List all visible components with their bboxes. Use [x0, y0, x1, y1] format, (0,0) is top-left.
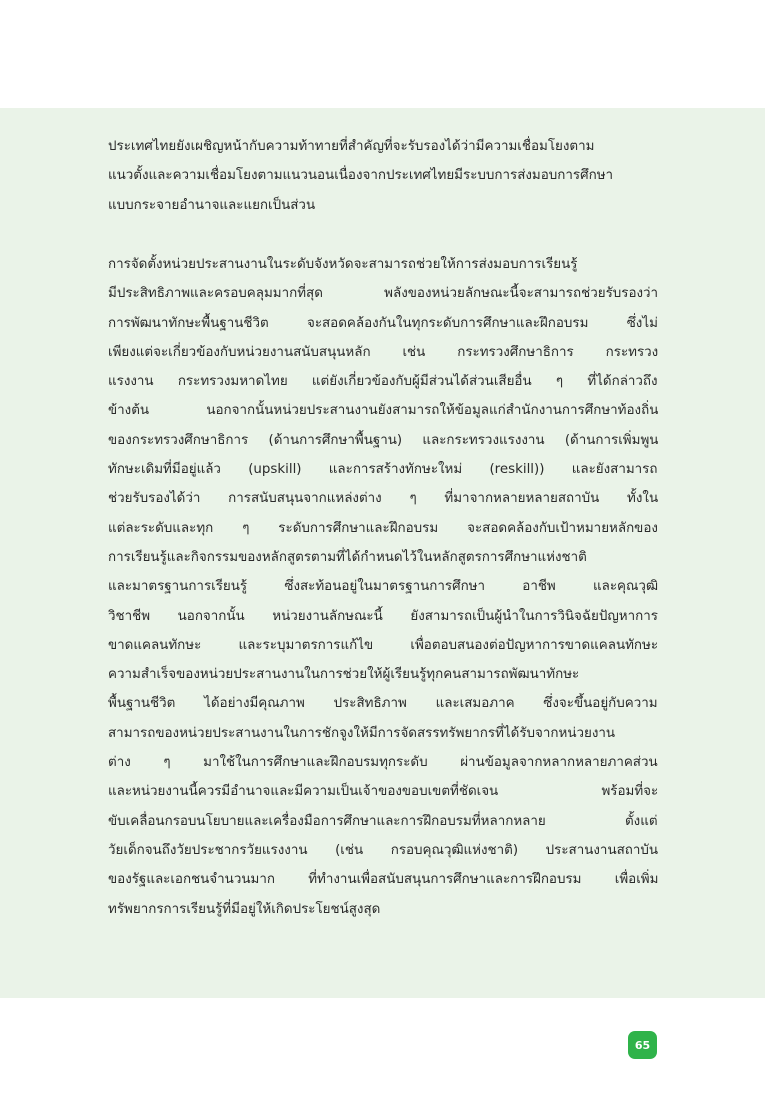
paragraph-2: [108, 250, 658, 924]
paragraph-2-line: มีประสิทธิภาพและครอบคลุมมากที่สุด พลังของหน่วยลักษณะนี้จะสามารถช่วยรับรองว่า: [108, 286, 658, 302]
paragraph-2-line: และมาตรฐานการเรียนรู้ ซึ่งสะท้อนอยู่ในมาตรฐานการศึกษา อาชีพ และคุณวุฒิ: [108, 579, 658, 595]
paragraph-2-line: วัยเด็กจนถึงวัยประชากรวัยแรงงาน (เช่น กรอบคุณวุฒิแห่งชาติ) ประสานงานสถาบัน: [108, 842, 658, 858]
paragraph-2-line: สามารถของหน่วยประสานงานในการชักจูงให้มีการจัดสรรทรัพยากรที่ได้รับจากหน่วยงาน: [108, 725, 616, 741]
paragraph-1-line: แบบกระจายอำนาจและแยกเป็นส่วน: [108, 197, 316, 213]
paragraph-2-line: การพัฒนาทักษะพื้นฐานชีวิต จะสอดคล้องกันในทุกระดับการศึกษาและฝึกอบรม ซึ่งไม่: [108, 315, 658, 331]
paragraph-2-line: แรงงาน กระทรวงมหาดไทย แต่ยังเกี่ยวข้องกับผู้มีส่วนได้ส่วนเสียอื่น ๆ ที่ได้กล่าวถึง: [108, 374, 658, 390]
paragraph-1-line: ประเทศไทยยังเผชิญหน้ากับความท้าทายที่สำคัญที่จะรับรองได้ว่ามีความเชื่อมโยงตาม: [108, 139, 595, 154]
paragraph-2-line: ของรัฐและเอกชนจำนวนมาก ที่ทำงานเพื่อสนับสนุนการศึกษาและการฝึกอบรม เพื่อเพิ่ม: [108, 872, 658, 888]
paragraph-2-line: ของกระทรวงศึกษาธิการ (ด้านการศึกษาพื้นฐาน) และกระทรวงแรงงาน (ด้านการเพิ่มพูน: [108, 432, 658, 448]
paragraph-2-line: ข้างต้น นอกจากนั้นหน่วยประสานงานยังสามารถให้ข้อมูลแก่สำนักงานการศึกษาท้องถิ่น: [108, 403, 658, 419]
paragraph-2-line: และหน่วยงานนี้ควรมีอำนาจและมีความเป็นเจ้าของขอบเขตที่ชัดเจน พร้อมที่จะ: [108, 784, 658, 800]
paragraph-2-line: เพียงแต่จะเกี่ยวข้องกับหน่วยงานสนับสนุนหลัก เช่น กระทรวงศึกษาธิการ กระทรวง: [108, 344, 658, 360]
paragraph-2-line: ทักษะเดิมที่มีอยู่แล้ว (upskill) และการสร้างทักษะใหม่ (reskill)) และยังสามารถ: [108, 462, 658, 478]
paragraph-2-line: ขับเคลื่อนกรอบนโยบายและเครื่องมือการศึกษาและการฝึกอบรมที่หลากหลาย ตั้งแต่: [108, 813, 658, 829]
paragraph-2-line: ช่วยรับรองได้ว่า การสนับสนุนจากแหล่งต่าง ๆ ที่มาจากหลายหลายสถาบัน ทั้งใน: [108, 491, 658, 507]
page-number-badge: 65: [628, 1031, 657, 1059]
paragraph-2-line: แต่ละระดับและทุก ๆ ระดับการศึกษาและฝึกอบรม จะสอดคล้องกับเป้าหมายหลักของ: [108, 520, 658, 536]
paragraph-2-line: ความสำเร็จของหน่วยประสานงานในการช่วยให้ผู้เรียนรู้ทุกคนสามารถพัฒนาทักษะ: [108, 667, 580, 683]
paragraph-2-line: พื้นฐานชีวิต ได้อย่างมีคุณภาพ ประสิทธิภาพ และเสมอภาค ซึ่งจะขึ้นอยู่กับความ: [108, 696, 658, 712]
paragraph-2-line: การเรียนรู้และกิจกรรมของหลักสูตรตามที่ได้กำหนดไว้ในหลักสูตรการศึกษาแห่งชาติ: [108, 549, 587, 565]
paragraph-2-line: ทรัพยากรการเรียนรู้ที่มีอยู่ให้เกิดประโยชน์สูงสุด: [108, 901, 381, 917]
paragraph-2-line: ขาดแคลนทักษะ และระบุมาตรการแก้ไข เพื่อตอบสนองต่อปัญหาการขาดแคลนทักษะ: [108, 637, 658, 653]
paragraph-2-line: การจัดตั้งหน่วยประสานงานในระดับจังหวัดจะสามารถช่วยให้การส่งมอบการเรียนรู้: [108, 257, 578, 272]
paragraph-1-line: แนวตั้งและความเชื่อมโยงตามแนวนอนเนื่องจากประเทศไทยมีระบบการส่งมอบการศึกษา: [108, 168, 614, 184]
paragraph-2-line: วิชาชีพ นอกจากนั้น หน่วยงานลักษณะนี้ ยังสามารถเป็นผู้นำในการวินิจฉัยปัญหาการ: [108, 608, 658, 624]
paragraph-1: [108, 132, 658, 220]
paragraph-2-line: ต่าง ๆ มาใช้ในการศึกษาและฝึกอบรมทุกระดับ ผ่านข้อมูลจากหลากหลายภาคส่วน: [108, 755, 658, 771]
